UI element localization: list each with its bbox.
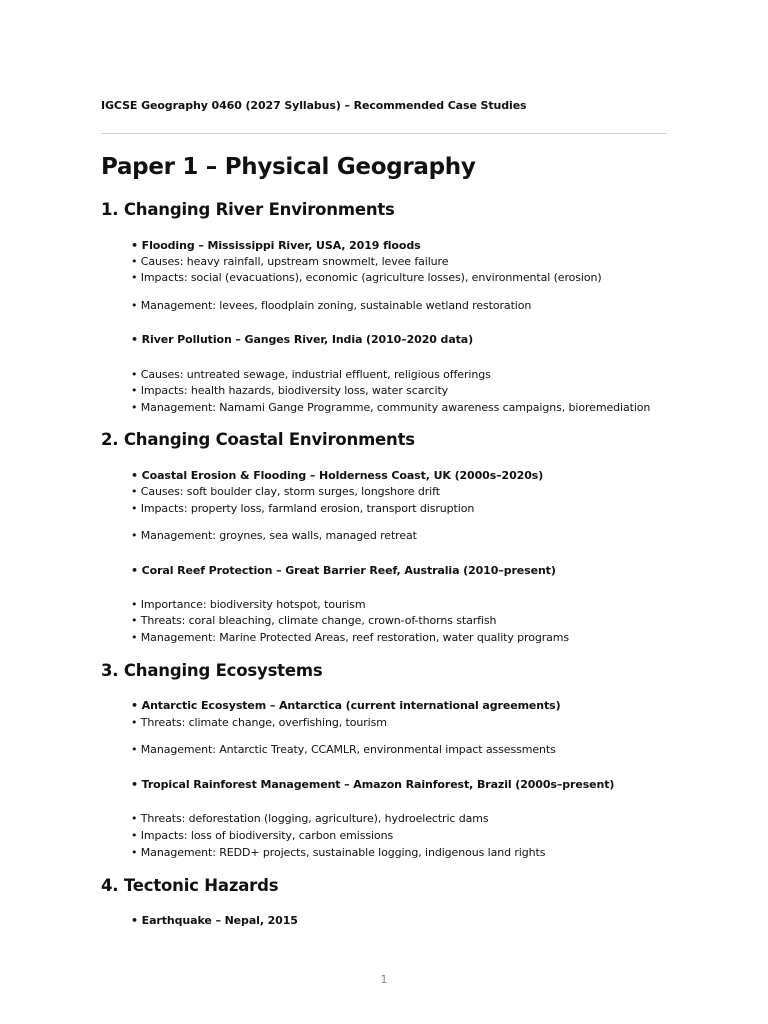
section-heading-tectonics: 4. Tectonic Hazards [101,876,279,895]
case-study-title: • Coastal Erosion & Flooding – Holderness Coast, UK (2000s–2020s) [131,469,544,482]
bullet-line: • Management: groynes, sea walls, managed retreat [131,529,417,542]
bullet-line: • Causes: untreated sewage, industrial effluent, religious offerings [131,368,491,381]
bullet-line: • Management: REDD+ projects, sustainable logging, indigenous land rights [131,846,546,859]
page-number: 1 [380,973,388,986]
bullet-line: • Threats: climate change, overfishing, tourism [131,716,387,729]
bullet-line: • Causes: soft boulder clay, storm surges, longshore drift [131,485,440,498]
section-heading-rivers: 1. Changing River Environments [101,200,395,219]
section-heading-coasts: 2. Changing Coastal Environments [101,430,415,449]
bullet-line: • Impacts: health hazards, biodiversity loss, water scarcity [131,384,449,397]
case-study-title: • River Pollution – Ganges River, India (2010–2020 data) [131,333,474,346]
header-divider [101,133,667,134]
running-header: IGCSE Geography 0460 (2027 Syllabus) – Recommended Case Studies [101,99,527,112]
page-title: Paper 1 – Physical Geography [101,154,476,180]
bullet-line: • Management: Marine Protected Areas, reef restoration, water quality programs [131,631,570,644]
case-study-title: • Earthquake – Nepal, 2015 [131,914,298,927]
bullet-line: • Impacts: property loss, farmland erosion, transport disruption [131,502,475,515]
bullet-line: • Causes: heavy rainfall, upstream snowmelt, levee failure [131,255,449,268]
bullet-line: • Threats: deforestation (logging, agriculture), hydroelectric dams [131,812,489,825]
section-heading-ecosystems: 3. Changing Ecosystems [101,661,323,680]
case-study-title: • Tropical Rainforest Management – Amazon Rainforest, Brazil (2000s–present) [131,778,615,791]
bullet-line: • Management: levees, floodplain zoning, sustainable wetland restoration [131,299,532,312]
bullet-line: • Impacts: social (evacuations), economic (agriculture losses), environmental (erosion) [131,271,602,284]
case-study-title: • Flooding – Mississippi River, USA, 2019 floods [131,239,421,252]
bullet-line: • Threats: coral bleaching, climate change, crown-of-thorns starfish [131,614,497,627]
case-study-title: • Antarctic Ecosystem – Antarctica (current international agreements) [131,699,561,712]
bullet-line: • Importance: biodiversity hotspot, tourism [131,598,366,611]
case-study-title: • Coral Reef Protection – Great Barrier Reef, Australia (2010–present) [131,564,556,577]
bullet-line: • Management: Antarctic Treaty, CCAMLR, environmental impact assessments [131,743,556,756]
bullet-line: • Management: Namami Gange Programme, community awareness campaigns, bioremediation [131,401,651,414]
bullet-line: • Impacts: loss of biodiversity, carbon emissions [131,829,394,842]
